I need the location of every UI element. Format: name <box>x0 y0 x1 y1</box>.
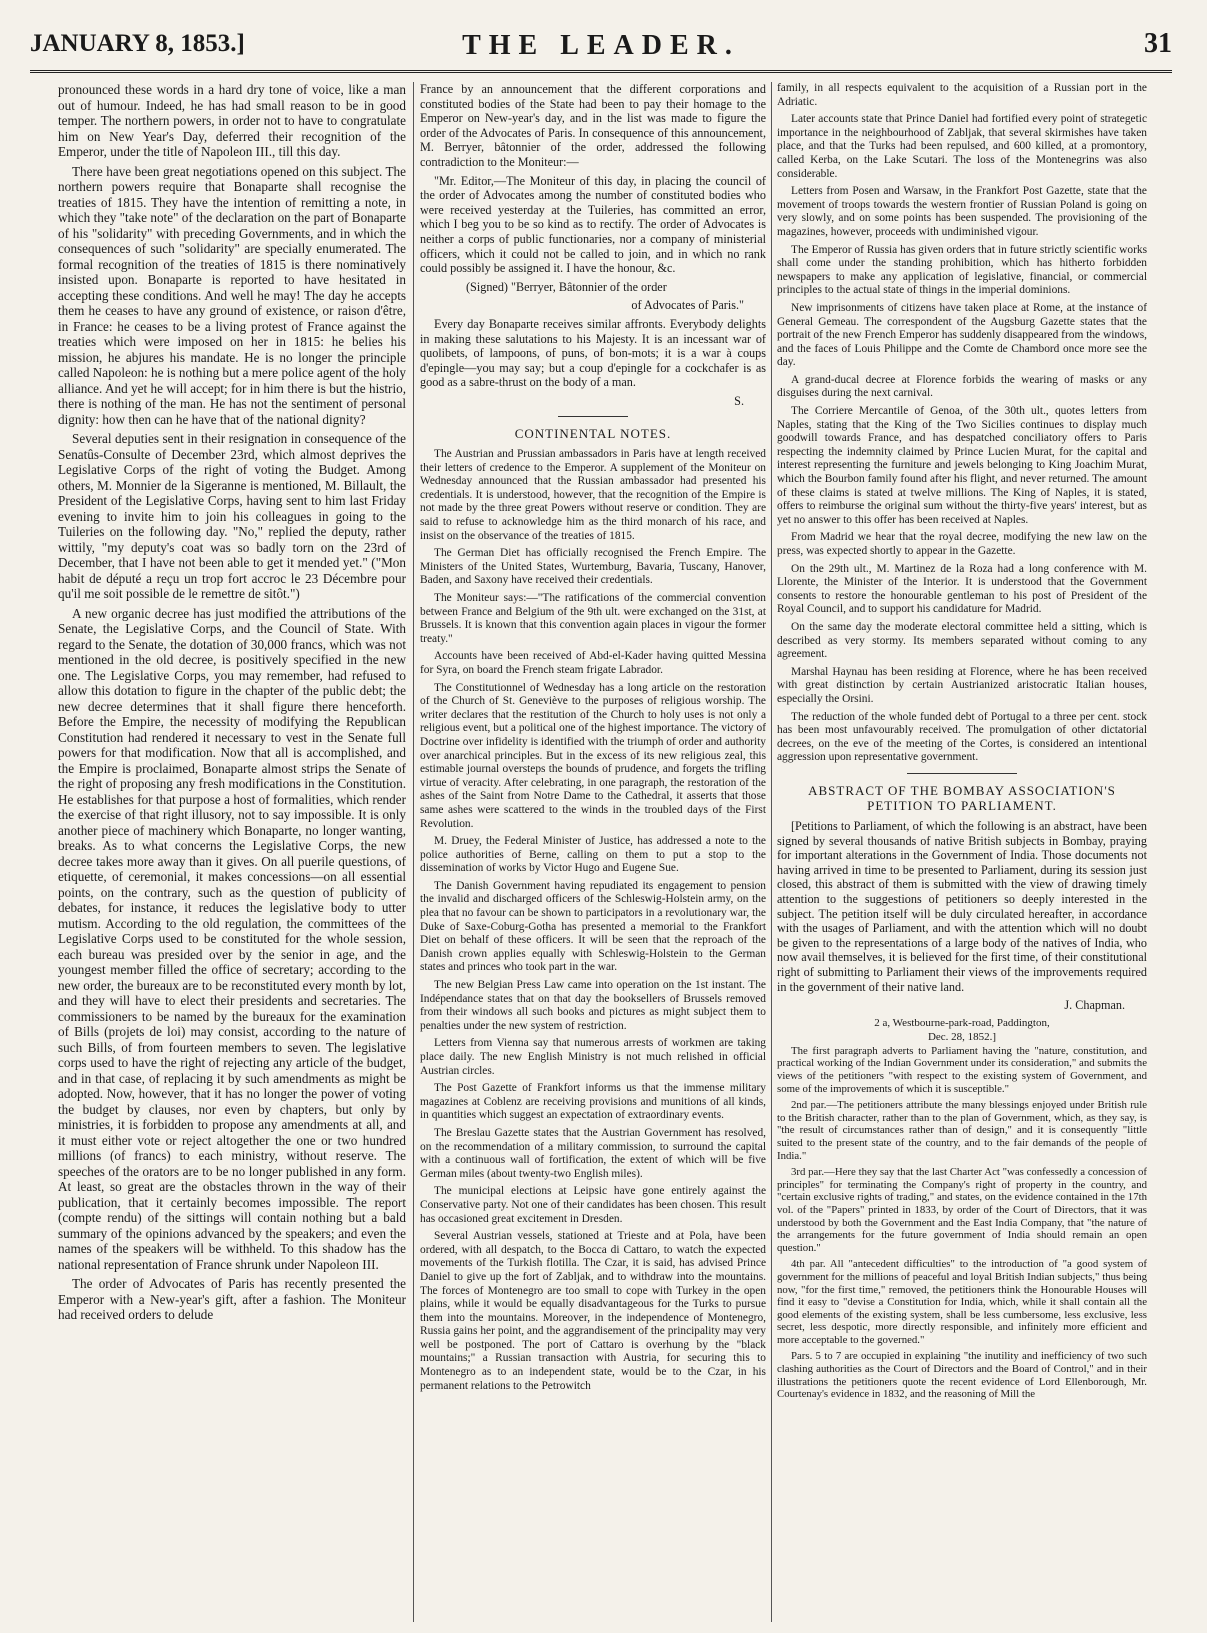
news-item: The German Diet has officially recognised the French Empire. The Ministers of the United States, Wurtemburg, Bavaria, Tuscany, Hanover, Baden, and Saxony have received their credentials. <box>420 547 766 587</box>
paragraph: pronounced these words in a hard dry tone of voice, like a man out of humour. Indeed, he has had small reason to be in good temper. The northern powers, in order not to have to congratulate him on New Year's Day, deferred their recognition of the Emperor, under the title of Napoleon III., till this day. <box>58 82 406 159</box>
news-item: The Post Gazette of Frankfort informs us that the immense military magazines at Coblenz are receiving provisions and munitions of all kinds, in quantities which suggest an expectation of extraordinary events. <box>420 1082 766 1122</box>
address: 2 a, Westbourne-park-road, Paddington, <box>874 1016 1050 1029</box>
news-item: Several Austrian vessels, stationed at Trieste and at Pola, have been ordered, with all despatch, to the Bocca di Cattaro, to watch the expected movements of the Turkish flotilla. The Czar, it is said, has advised Prince Daniel to give up the fort of Zabljak, and to withdraw into the mountains. The forces of Montenegro are too small to cope with Turkey in the open plains, while it would be equally disadvantageous for the Turks to pursue them into the mountains. Moreover, in the independence of Montenegro, Russia gains her point, and the aggrandisement of the principality may very well be postponed. The port of Cattaro is overhung by the "black mountains;" a Russian transaction with Austria, for securing this to Montenegro as to an independent state, would be to the Czar, in his permanent relations to the Petrowitch <box>420 1230 766 1392</box>
abstract-paragraph: Pars. 5 to 7 are occupied in explaining "the inutility and inefficiency of two such clashing authorities as the Court of Directors and the Board of Control," and in their illustrations the petitioners quote the recent evidence of Lord Ellenborough, Mr. Courtenay's evidence in 1832, and the reasoning of Mill the <box>777 1350 1147 1401</box>
paragraph: There have been great negotiations opened on this subject. The northern powers require that Bonaparte shall recognise the treaties of 1815. They have the intention of remitting a note, in which they "take note" of the declaration on the part of Bonaparte of his "solidarity" with preceding Governments, and in which the consequences of such "solidarity" are specially enumerated. The formal recognition of the treaties of 1815 is there nominatively insisted upon. Bonaparte is reported to have hesitated in accepting these conditions. And well he may! The day he accepts them he ceases to have any ground of existence, or raison d'être, in France: he ceases to be a living protest of France against the treaties which were imposed on her in 1815: he belies his mission, he abjures his mandate. He is no longer the principle called Napoleon: he is nothing but a mere police agent of the holy alliance. And yet he will accept; for in him there is but the histrio, there is nothing of the man. He has not the sentiment of personal dignity: how then can he have that of the national dignity? <box>58 163 406 427</box>
letter-signature: (Signed) "Berryer, Bâtonnier of the order <box>466 279 667 294</box>
news-item: A grand-ducal decree at Florence forbids the wearing of masks or any disguises during the next carnival. <box>777 373 1147 400</box>
section-heading: CONTINENTAL NOTES. <box>514 426 672 442</box>
column-1 <box>58 82 406 1622</box>
news-item: The new Belgian Press Law came into operation on the 1st instant. The Indépendance states that on that day the booksellers of Brussels removed from their windows all such books and pictures as might subject them to penalties under the new system of restriction. <box>420 979 766 1032</box>
paragraph: Every day Bonaparte receives similar affronts. Everybody delights in making these salutations to his Majesty. It is an incessant war of quolibets, of lampoons, of puns, of bon-mots; it is a war à coups d'epingle—you may say; but a coup d'epingle for a cockchafer is as good as a sabre-thrust on the body of a man. <box>420 316 766 390</box>
news-item: On the 29th ult., M. Martinez de la Roza had a long conference with M. Llorente, the Minister of the Interior. It is understood that the Government consents to restore the honourable gentleman to his post of President of the Royal Council, and to support his candidature for Madrid. <box>777 562 1147 616</box>
abstract-paragraph: 4th par. All "antecedent difficulties" to the introduction of "a good system of government for the millions of peaceful and loyal British Indian subjects," thus being now, "for the first time," removed, the petitioners think the Honourable Houses will find it easy to "devise a Constitution for India, which, while it shall contain all the good elements of the existing system, shall be less cumbersome, less exclusive, less secret, less despotic, more directly responsible, and infinitely more efficient and more acceptable to the governed." <box>777 1258 1147 1346</box>
paragraph: A new organic decree has just modified the attributions of the Senate, the Legislative Corps, and the Council of State. With regard to the Senate, the dotation of 30,000 francs, which was not mentioned in the old decree, is positively specified in the new one. The Legislative Corps, you may remember, had refused to allow this dotation to figure in the chapter of the public debt; the new decree determines that it shall figure there henceforth. Before the Empire, the necessity of modifying the Republican Constitution had rendered it necessary to vest in the Senate full powers for that modification. Now that all is accomplished, and the Empire is proclaimed, Bonaparte almost strips the Senate of the right of proposing any fresh modifications in the Constitution. He establishes for that purpose a host of formalities, which render the exercise of that right illusory, not to say impossible. It is only another piece of machinery which Bonaparte, no longer wanting, breaks. As to what concerns the Legislative Corps, the new decree takes more away than it gives. On all puerile questions, of etiquette, of ceremonial, it makes concessions—on all essential points, on the contrary, such as the question of publicity of debates, for instance, it reduces the legislative body to utter mutism. According to the old regulation, the committees of the Legislative Corps used to be constituted for the whole session, each bureau was presided over by the senior in age, and the youngest member filled the office of secretary; according to the new order, the bureaux are to be reconstituted every month by lot, and they will have to elect their presidents and secretaries. The commissioners to be named by the bureaux for the examination of Bills (projets de loi) may consist, according to the nature of such Bills, of from fourteen members to seven. The legislative corps used to have the right of rejecting any article of the budget, and in that case, of replacing it by such amendments as might be adopted. Now, however, that it has no longer the power of voting the budget by clauses, nor even by chapters, but only by ministries, it is forbidden to propose any amendments at all, and it must either vote or reject altogether the one or two hundred millions (of francs) to each ministry, without reserve. The speeches of the orators are to be no longer published in any form. At least, so great are the obstacles thrown in the way of their publication, that it certainly becomes impossible. The report (compte rendu) of the sittings will contain nothing but a bald summary of the opinions advanced by the speakers; and even the names of the speakers will be withheld. To this shadow has the national representation of France shrunk under Napoleon III. <box>58 605 406 1272</box>
column-divider <box>413 82 414 1622</box>
news-item: New imprisonments of citizens have taken place at Rome, at the instance of General Gemeau. The correspondent of the Augsburg Gazette states that the portrait of the new French Emperor has suddenly disappeared from the windows, and the faces of Louis Philippe and the Comte de Chambord once more see the day. <box>777 301 1147 369</box>
letter-paragraph: "Mr. Editor,—The Moniteur of this day, in placing the council of the order of Advocates among the number of constituted bodies who were received yesterday at the Tuileries, has committed an error, which I beg you to be so kind as to rectify. The order of Advocates is neither a corps of public functionaries, nor a company of ministerial officers, which it could not be called to join, and in which no rank could possibly be assigned it. I have the honour, &c. <box>420 173 766 276</box>
news-item: The reduction of the whole funded debt of Portugal to a three per cent. stock has been most unfavourably received. The promulgation of other dictatorial decrees, on the eve of the meeting of the Cortes, is considered an intentional aggression upon representative government. <box>777 710 1147 764</box>
signature: J. Chapman. <box>1064 998 1125 1013</box>
news-item: Letters from Posen and Warsaw, in the Frankfort Post Gazette, state that the movement of troops towards the western frontier of Russian Poland is going on very slowly, and on some points has been suspended. The provisioning of the magazines, however, proceeds with undiminished vigour. <box>777 185 1147 238</box>
column-3 <box>777 82 1147 1622</box>
masthead <box>30 26 1172 73</box>
address-date: Dec. 28, 1852.] <box>927 1030 997 1043</box>
news-item: The municipal elections at Leipsic have gone entirely against the Conservative party. Not one of their candidates has been chosen. This result has occasioned great excitement in Dresden. <box>420 1185 766 1225</box>
paragraph: The order of Advocates of Paris has recently presented the Emperor with a New-year's gift, after a fashion. The Moniteur had received orders to delude <box>58 1276 406 1322</box>
column-divider <box>771 82 772 1622</box>
news-item: The Breslau Gazette states that the Austrian Government has resolved, on the recommendation of a military commission, to surround the capital with a continuous wall of fortification, the extent of which will be five German miles (about twenty-two English miles). <box>420 1126 766 1180</box>
paragraph: France by an announcement that the different corporations and constituted bodies of the State had been to pay their homage to the Emperor on New-year's day, and in the list was made to figure the order of the Advocates of Paris. In consequence of this announcement, M. Berryer, bâtonnier of the order, addressed the following contradiction to the Moniteur:— <box>420 82 766 169</box>
section-heading: ABSTRACT OF THE BOMBAY ASSOCIATION'S PETITION TO PARLIAMENT. <box>808 782 1116 813</box>
section-divider <box>558 416 628 417</box>
issue-date: JANUARY 8, 1853.] <box>30 30 245 57</box>
news-item: M. Druey, the Federal Minister of Justice, has addressed a note to the police authorities of Berne, calling on them to put a stop to the dissemination of works by Victor Hugo and Eugene Sue. <box>420 835 766 875</box>
news-item: The Emperor of Russia has given orders that in future strictly scientific works shall come under the standing prohibition, which has hitherto forbidden newspapers to make any application of legislative, financial, or commercial principles to the actual state of things in the imperial dominions. <box>777 243 1147 297</box>
news-item: On the same day the moderate electoral committee held a sitting, which is described as very stormy. Its members separated without coming to any agreement. <box>777 620 1147 661</box>
news-item: The Moniteur says:—"The ratifications of the commercial convention between France and Belgium of the 9th ult. were exchanged on the 31st, at Brussels. It is known that this convention again places in vigour the former treaty." <box>420 592 766 645</box>
news-item: The Corriere Mercantile of Genoa, of the 30th ult., quotes letters from Naples, stating that the King of the Two Sicilies continues to display much goodwill towards France, and has despatched conciliatory offers to Paris respecting the indemnity claimed by Prince Lucien Murat, for the capital and interest representing the furniture and jewels belonging to King Joachim Murat, which the Bourbon family found after his flight, and never returned. The amount of these claims is stated at twelve millions. The King of Naples, it is stated, offers to reimburse the original sum without the thirty-five years' interest, but as yet no answer to this offer has been received at Naples. <box>777 405 1147 526</box>
page-number: 31 <box>1144 28 1172 59</box>
column-2 <box>420 82 766 1622</box>
abstract-paragraph: 3rd par.—Here they say that the last Charter Act "was confessedly a concession of principles" for terminating the Company's right of property in the country, and "certain exclusive rights of trading," and states, on the evidence contained in the 17th vol. of the "Papers" printed in 1833, by order of the Court of Directors, that it was understood by both the Government and the East India Company, that "the nature of the arrangements for the future government of India should remain an open question." <box>777 1166 1147 1254</box>
paragraph: Several deputies sent in their resignation in consequence of the Senatûs-Consulte of December 23rd, which almost deprives the Legislative Corps of the right of voting the Budget. Among others, M. Monnier de la Sigeranne is mentioned, M. Billault, the President of the Legislative Corps, having sent to him last Friday evening to invite him to join his colleagues in going to the Tuileries on the following day. "No," replied the deputy, rather wittily, "my deputy's coat was so badly torn on the 23rd of December, that I have not been able to get it mended yet." ("Mon habit de député a reçu un trop fort accroc le 23 Décembre pour qu'il me soit possible de le remettre de sitôt.") <box>58 431 406 601</box>
news-item: The Constitutionnel of Wednesday has a long article on the restoration of the Church of St. Geneviève to the purposes of religious worship. The writer declares that the restitution of the Church to holy uses is not only a religious event, but a political one of the highest importance. The victory of Doctrine over infidelity is identified with the triumph of order and authority over anarchical principles. But in the excess of its new religious zeal, this estimable journal oversteps the bounds of prudence, and forgets the trifling virtue of veracity. After celebrating, in one paragraph, the restoration of the ashes of the Saint from Notre Dame to the Cathedral, it asserts that those same ashes were scattered to the winds in the troubled days of the First Revolution. <box>420 681 766 830</box>
newspaper-title: THE LEADER. <box>462 30 740 61</box>
author-initial: S. <box>734 393 744 408</box>
letter-signature-title: of Advocates of Paris." <box>631 298 744 313</box>
news-item: Later accounts state that Prince Daniel had fortified every point of strategetic importance in the neighbourhood of Zabljak, that several skirmishes have taken place, and that the Turks had been repulsed, and 600 killed, at a promontory, called Kerba, on the Lake Scutari. The loss of the Montenegrins was also considerable. <box>777 113 1147 180</box>
news-item: Accounts have been received of Abd-el-Kader having quitted Messina for Syra, on board the French steam frigate Labrador. <box>420 650 766 676</box>
news-item: From Madrid we hear that the royal decree, modifying the new law on the press, was expected shortly to appear in the Gazette. <box>777 531 1147 557</box>
news-item: The Danish Government having repudiated its engagement to pension the invalid and discharged officers of the Schleswig-Holstein army, on the plea that no favour can be shown to participators in a revolutionary war, the Duke of Saxe-Coburg-Gotha has presented a memorial to the Frankfort Diet on behalf of these officers. It will be seen that the reproach of the Danish crown applies equally with Schleswig-Holstein to the German states and princes who took part in the war. <box>420 879 766 974</box>
section-divider <box>907 773 1017 774</box>
news-item: The Austrian and Prussian ambassadors in Paris have at length received their letters of credence to the Emperor. A supplement of the Moniteur on Wednesday announced that the Russian ambassador had presented his credentials. It is understood, however, that the recognition of the Empire is not made by the three great Powers without reserve or condition. They are said to refuse to acknowledge him as the third monarch of his race, and insist on the observance of the treaties of 1815. <box>420 448 766 542</box>
abstract-paragraph: The first paragraph adverts to Parliament having the "nature, constitution, and practical working of the Indian Government under its consideration," and submits the views of the petitioners "with respect to the existing system of Government, and some of the improvements of which it is susceptible." <box>777 1044 1147 1095</box>
news-item: Marshal Haynau has been residing at Florence, where he has been received with great distinction by certain Austrianized aristocratic Italian houses, especially the Orsini. <box>777 665 1147 705</box>
abstract-paragraph: 2nd par.—The petitioners attribute the many blessings enjoyed under British rule to the British character, rather than to the plan of Government, which, as they say, is "the result of circumstances rather than of design," and it is consequently "little suited to the present state of the country, and to the fair demands of the people of India." <box>777 1099 1147 1162</box>
news-item: family, in all respects equivalent to the acquisition of a Russian port in the Adriatic. <box>777 82 1147 108</box>
news-item: Letters from Vienna say that numerous arrests of workmen are taking place daily. The new English Ministry is not much relished in official Austrian circles. <box>420 1037 766 1077</box>
petition-intro: [Petitions to Parliament, of which the following is an abstract, have been signed by several thousands of native British subjects in Bombay, praying for important alterations in the Government of India. Those documents not having arrived in time to be presented to Parliament, during its session just closed, this abstract of them is submitted with the view of drawing timely attention to the suggestions of petitioners so deeply interested in the subject. The petition itself will be duly circulated hereafter, in accordance with the usages of Parliament, and with the attention which will no doubt be given to the representations of a large body of the natives of India, who now avail themselves, it is believed for the first time, of their constitutional right of submitting to Parliament their views of the improvements required in the government of their native land. <box>777 819 1147 994</box>
